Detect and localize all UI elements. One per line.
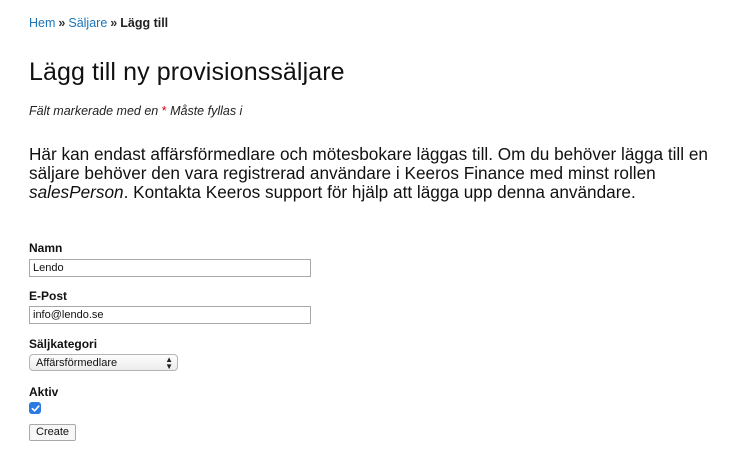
create-button[interactable]: Create bbox=[29, 424, 76, 441]
intro-role-name: salesPerson bbox=[29, 182, 124, 202]
intro-text bbox=[29, 145, 729, 202]
breadcrumb-home-link[interactable]: Hem bbox=[29, 16, 56, 30]
active-checkbox[interactable] bbox=[29, 402, 41, 414]
required-star: * bbox=[161, 104, 167, 118]
category-selected-value: Affärsförmedlare bbox=[36, 357, 118, 369]
active-label: Aktiv bbox=[29, 385, 59, 399]
name-input[interactable] bbox=[29, 259, 311, 277]
intro-text-part1: Här kan endast affärsförmedlare och mötesbokare läggas till. Om du behöver lägga till en säljare behöver den vara registrerad användare i Keeros Finance med minst rollen bbox=[29, 144, 708, 183]
select-arrows-icon: ▲ ▼ bbox=[165, 355, 173, 371]
category-select[interactable] bbox=[29, 354, 178, 371]
required-note-text: Fält markerade med en bbox=[29, 104, 159, 118]
required-fields-note bbox=[29, 104, 242, 118]
page-title: Lägg till ny provisionssäljare bbox=[29, 58, 345, 86]
email-input[interactable] bbox=[29, 306, 311, 324]
breadcrumb-current: Lägg till bbox=[120, 16, 169, 30]
breadcrumb-sellers-link[interactable]: Säljare bbox=[68, 16, 108, 30]
name-label: Namn bbox=[29, 241, 63, 255]
checkmark-icon bbox=[31, 404, 40, 413]
email-label: E-Post bbox=[29, 289, 68, 303]
required-note-text-end: Måste fyllas i bbox=[170, 104, 243, 118]
category-label: Säljkategori bbox=[29, 337, 98, 351]
breadcrumb-separator: » bbox=[110, 16, 118, 30]
breadcrumb bbox=[29, 16, 168, 30]
breadcrumb-separator: » bbox=[58, 16, 66, 30]
intro-text-part2: . Kontakta Keeros support för hjälp att lägga upp denna användare. bbox=[123, 182, 636, 202]
